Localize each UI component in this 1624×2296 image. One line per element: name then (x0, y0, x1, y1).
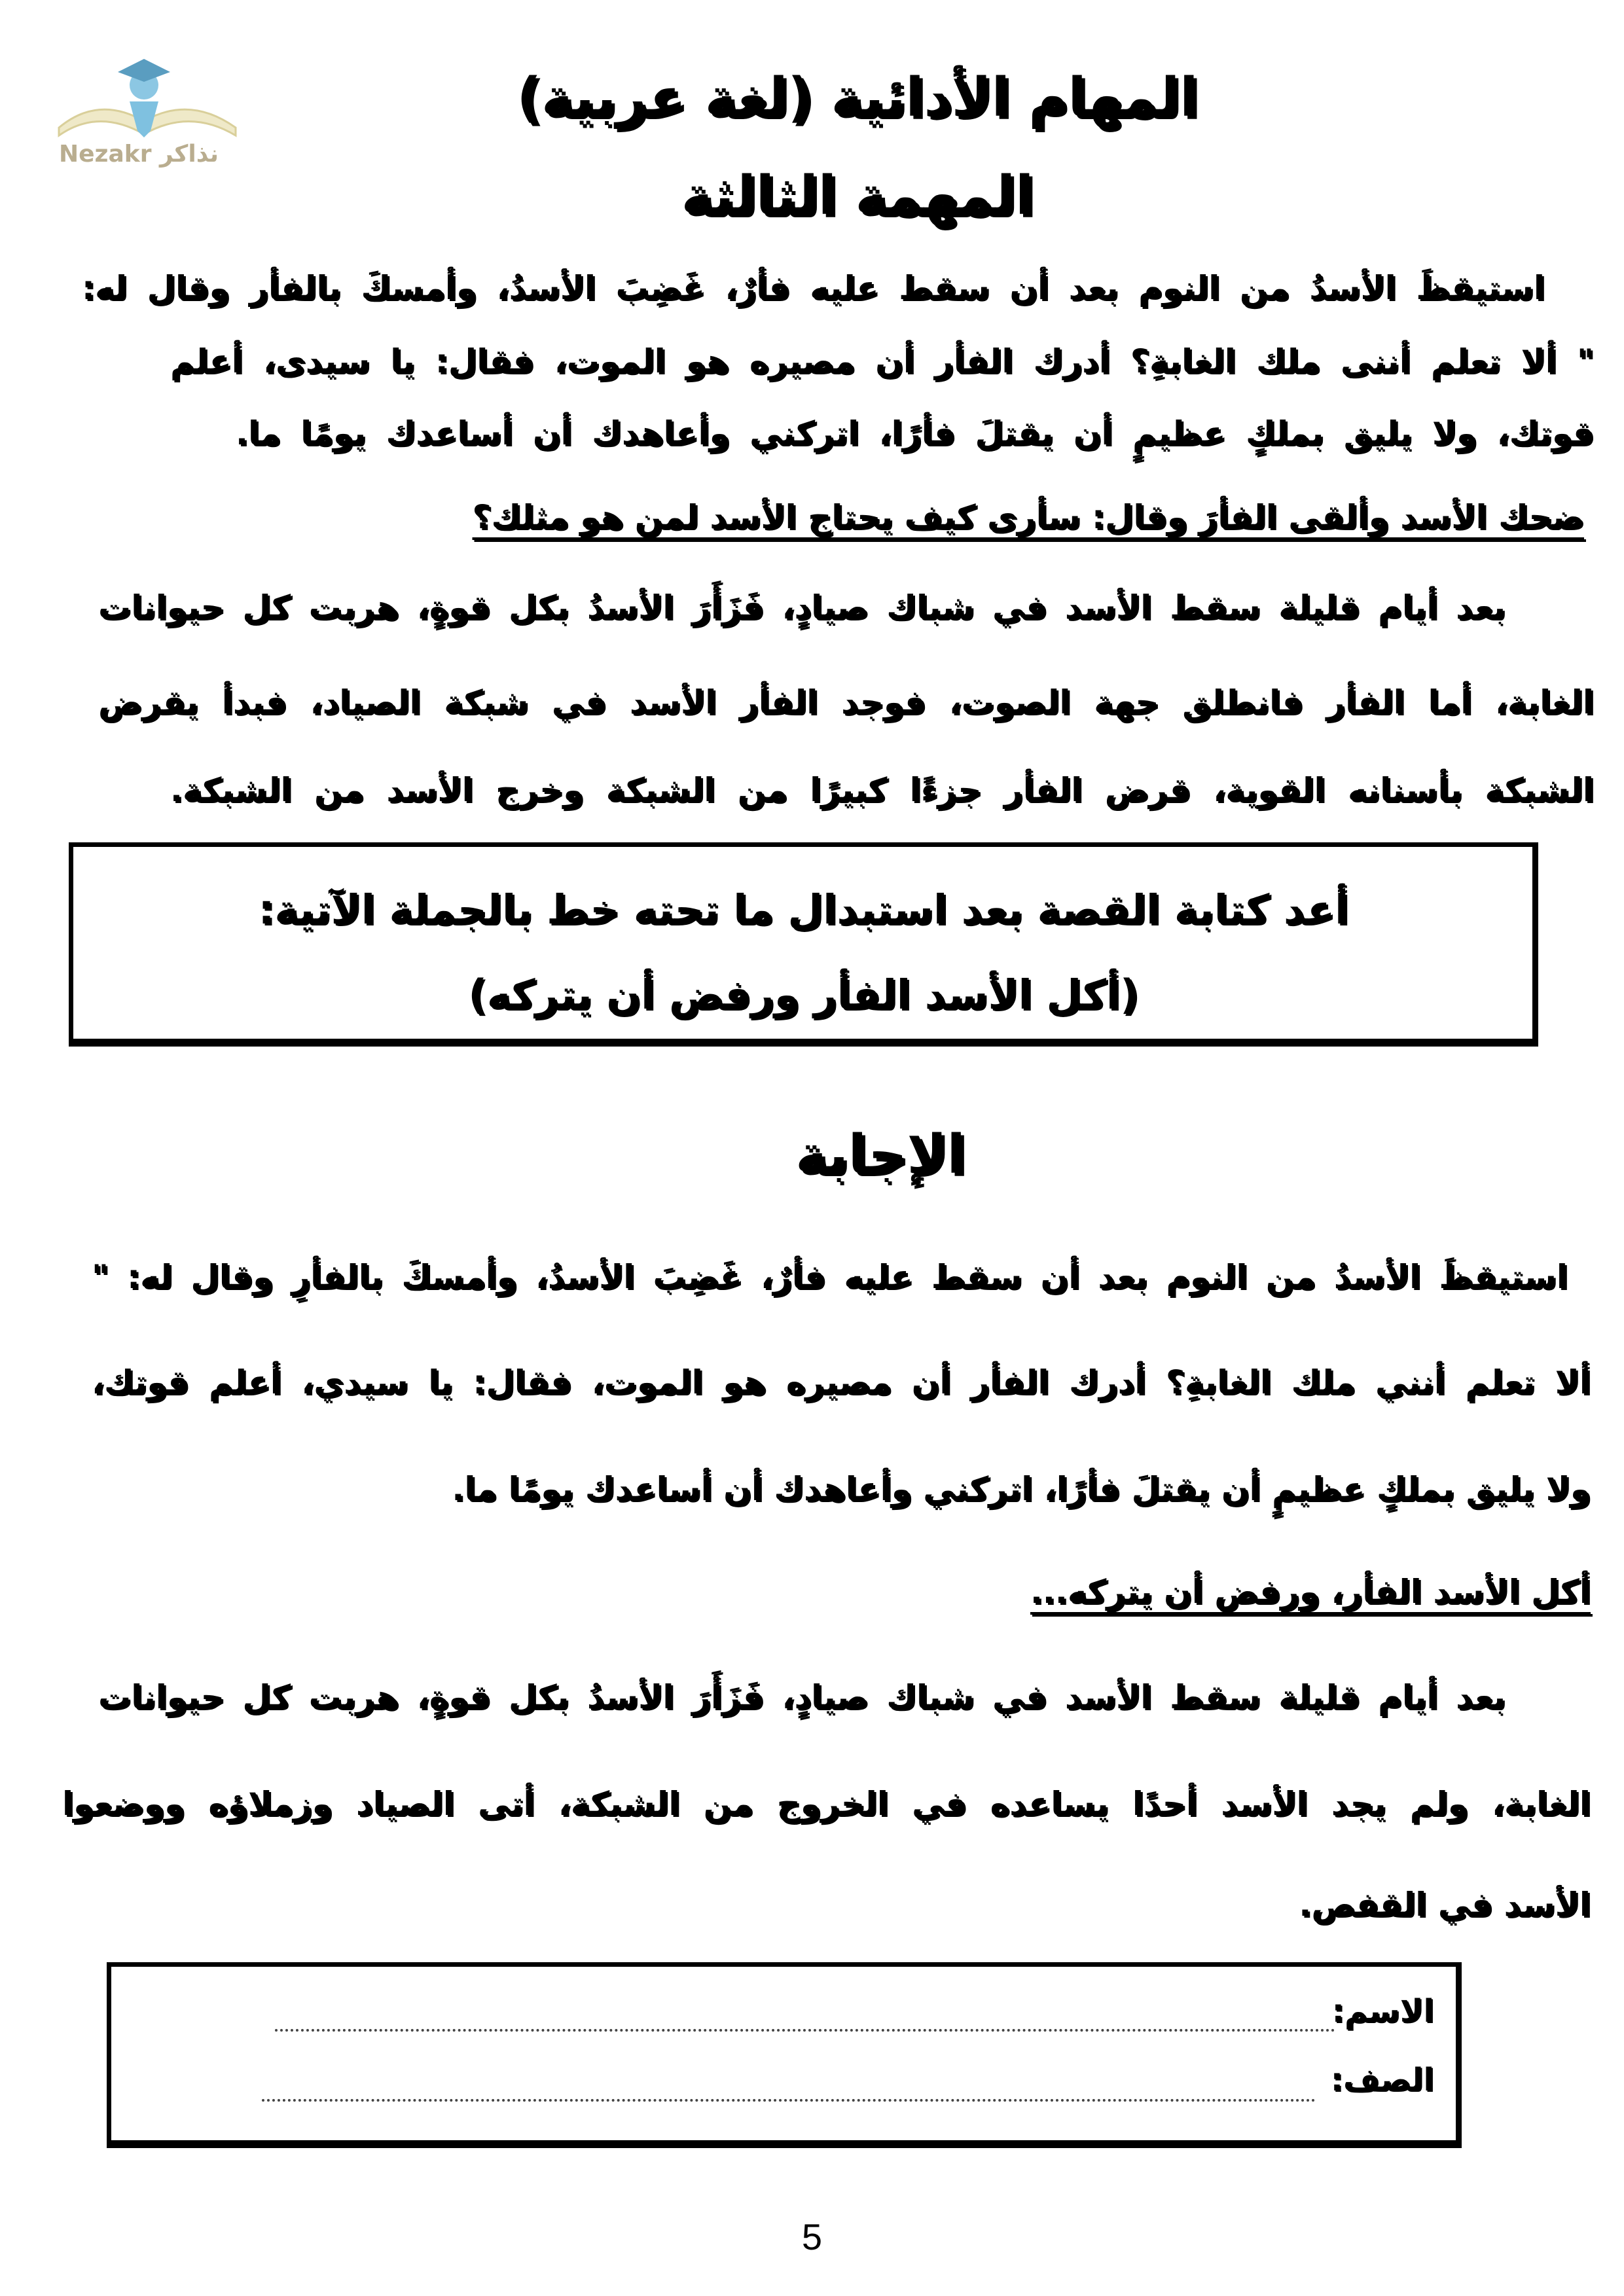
student-info-box (107, 1962, 1462, 2148)
answer-underlined-sentence: أكل الأسد الفأر، ورفض أن يتركه... (1030, 1573, 1591, 1611)
answer-line: ألا تعلم أنني ملك الغابةِ؟ أدرك الفأر أن مصيره هو الموت، فقال: يا سيدي، أعلم قوتك، (92, 1363, 1591, 1401)
answer-line: الأسد في القفص. (1299, 1886, 1591, 1924)
answer-line: بعد أيام قليلة سقط الأسد في شباك صيادٍ، فَزَأَرَ الأسدُ بكل قوةٍ، هربت كل حيوانات (98, 1678, 1506, 1716)
task-subtitle: المهمة الثالثة (681, 165, 1034, 227)
page-number: 5 (801, 2216, 823, 2257)
answer-heading: الإجابة (795, 1124, 965, 1186)
name-label: الاسم: (1331, 1993, 1434, 2030)
story-line: الغابة، أما الفأر فانطلق جهة الصوت، فوجد الفأر الأسد في شبكة الصياد، فبدأ يقرض (98, 683, 1594, 721)
story-line: استيقظَ الأسدُ من النوم بعد أن سقط عليه فأرٌ، غَضِبَ الأسدُ، وأمسكَ بالفأر وقال له: (82, 269, 1545, 307)
replacement-sentence: (أكل الأسد الفأر ورفض أن يتركه) (468, 971, 1139, 1018)
story-line: قوتك، ولا يليق بملكٍ عظيمٍ أن يقتلَ فأرًا، اتركني وأعاهدك أن أساعدك يومًا ما. (236, 414, 1594, 452)
story-line: الشبكة بأسنانه القوية، قرض الفأر جزءًا كبيرًا من الشبكة وخرج الأسد من الشبكة. (170, 771, 1594, 809)
page-title: المهام الأدائية (لغة عربية) (516, 67, 1199, 129)
name-input-line[interactable] (275, 2029, 1335, 2032)
answer-line: استيقظَ الأسدُ من النوم بعد أن سقط عليه فأرٌ، غَضِبَ الأسدُ، وأمسكَ بالفأرِ وقال له: " (92, 1258, 1568, 1296)
story-line: " ألا تعلم أننى ملك الغابةِ؟ أدرك الفأر أن مصيره هو الموت، فقال: يا سيدى، أعلم (170, 342, 1594, 380)
class-input-line[interactable] (262, 2099, 1316, 2102)
logo-text: Nezakr نذاكر (59, 141, 219, 168)
answer-line: الغابة، ولم يجد الأسد أحدًا يساعده في الخروج من الشبكة، أتى الصياد وزملاؤه ووضعوا (62, 1785, 1591, 1823)
underlined-sentence: ضحك الأسد وألقى الفأرَ وقال: سأرى كيف يحتاج الأسد لمن هو مثلك؟ (472, 498, 1584, 536)
class-label: الصف: (1330, 2062, 1434, 2098)
task-instruction: أعد كتابة القصة بعد استبدال ما تحته خط بالجملة الآتية: (258, 886, 1349, 933)
story-line: بعد أيام قليلة سقط الأسد في شباك صيادٍ، فَزَأَرَ الأسدُ بكل قوةٍ، هربت كل حيوانات (98, 588, 1506, 626)
answer-line: ولا يليق بملكٍ عظيمٍ أن يقتلَ فأرًا، اتركني وأعاهدك أن أساعدك يومًا ما. (452, 1470, 1591, 1508)
